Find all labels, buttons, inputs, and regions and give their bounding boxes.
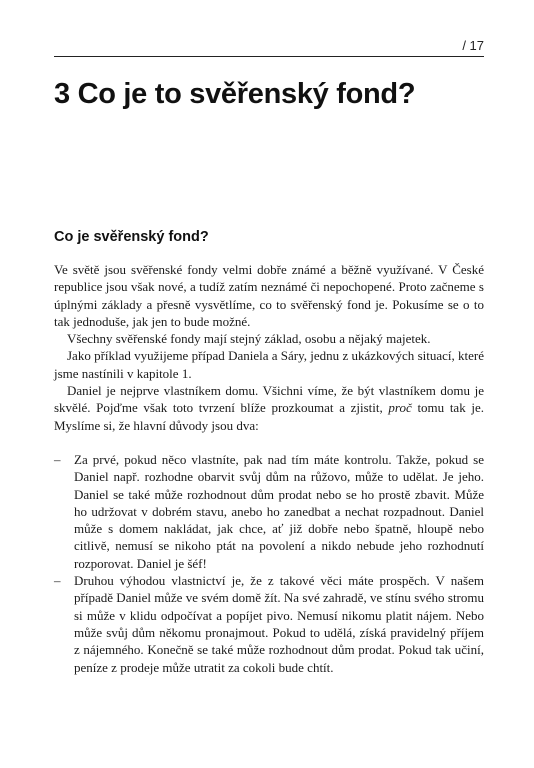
paragraph-owner-text: Daniel je nejprve vlastníkem domu. Všichni víme, že být vlastníkem domu je skvělé. Pojďme však toto tvrzení blíže prozkoumat a zjistit,: [54, 383, 484, 416]
emphasis-why: proč: [388, 400, 412, 416]
list-item: [54, 451, 484, 572]
chapter-title: 3 Co je to svěřenský fond?: [54, 78, 416, 110]
paragraph-example: Jako příklad využijeme případ Daniela a Sáry, jednu z ukázkových situací, které jsme nastínili v kapitole 1.: [54, 348, 484, 381]
dash-marker: –: [54, 573, 61, 589]
dash-marker: –: [54, 451, 61, 467]
reasons-list: [54, 451, 484, 676]
header-rule: [54, 56, 484, 57]
paragraph-owner-text-end: tomu tak je. Myslíme si, že hlavní důvody jsou dva:: [54, 400, 484, 433]
paragraph-intro: Ve světě jsou svěřenské fondy velmi dobře známé a běžně využívané. V České republice jsou však nové, a tudíž zatím neznámé či nepochopené. Proto začneme s úplnými základy a přesně vysvětlíme, co to svěřenský fond je. Pokusíme se o to tak jednoduše, jak jen to bude možné.: [54, 262, 484, 329]
list-item-text: Druhou výhodou vlastnictví je, že z takové věci máte prospěch. V našem případě Daniel může ve svém domě žít. Na své zahradě, ve stínu svého stromu si může v klidu odpočívat a popíjet pivo. Nemusí nikomu platit nájem. Nebo může svůj dům někomu pronajmout. Pokud to udělá, získá pravidelný příjem z nájemného. Konečně se také může rozhodnout dům prodat. Pokud tak učiní, peníze z prodeje může utratit za cokoli bude chtít.: [74, 573, 484, 675]
list-item-text: Za prvé, pokud něco vlastníte, pak nad tím máte kontrolu. Takže, pokud se Daniel např. rozhodne obarvit svůj dům na růžovo, může to udělat. Je jeho. Daniel se také může rozhodnout dům prodat nebo se ho prostě zbavit. Může ho udržovat v dobrém stavu, anebo ho zanedbat a nechat rozpadnout. Daniel může s domem nakládat, jak chce, ať již dobře nebo špatně, hloupě nebo citlivě, nemusí se nikoho ptát na povolení a nikdo nebude jeho rozhodnutí rozporovat. Daniel je šéf!: [74, 451, 484, 571]
page-number: / 17: [462, 38, 484, 53]
list-item: [54, 572, 484, 676]
body-text: [54, 261, 484, 676]
section-heading: Co je svěřenský fond?: [54, 229, 209, 245]
paragraph-basis: Všechny svěřenské fondy mají stejný základ, osobu a nějaký majetek.: [67, 331, 431, 347]
paragraph-owner: [54, 382, 484, 434]
